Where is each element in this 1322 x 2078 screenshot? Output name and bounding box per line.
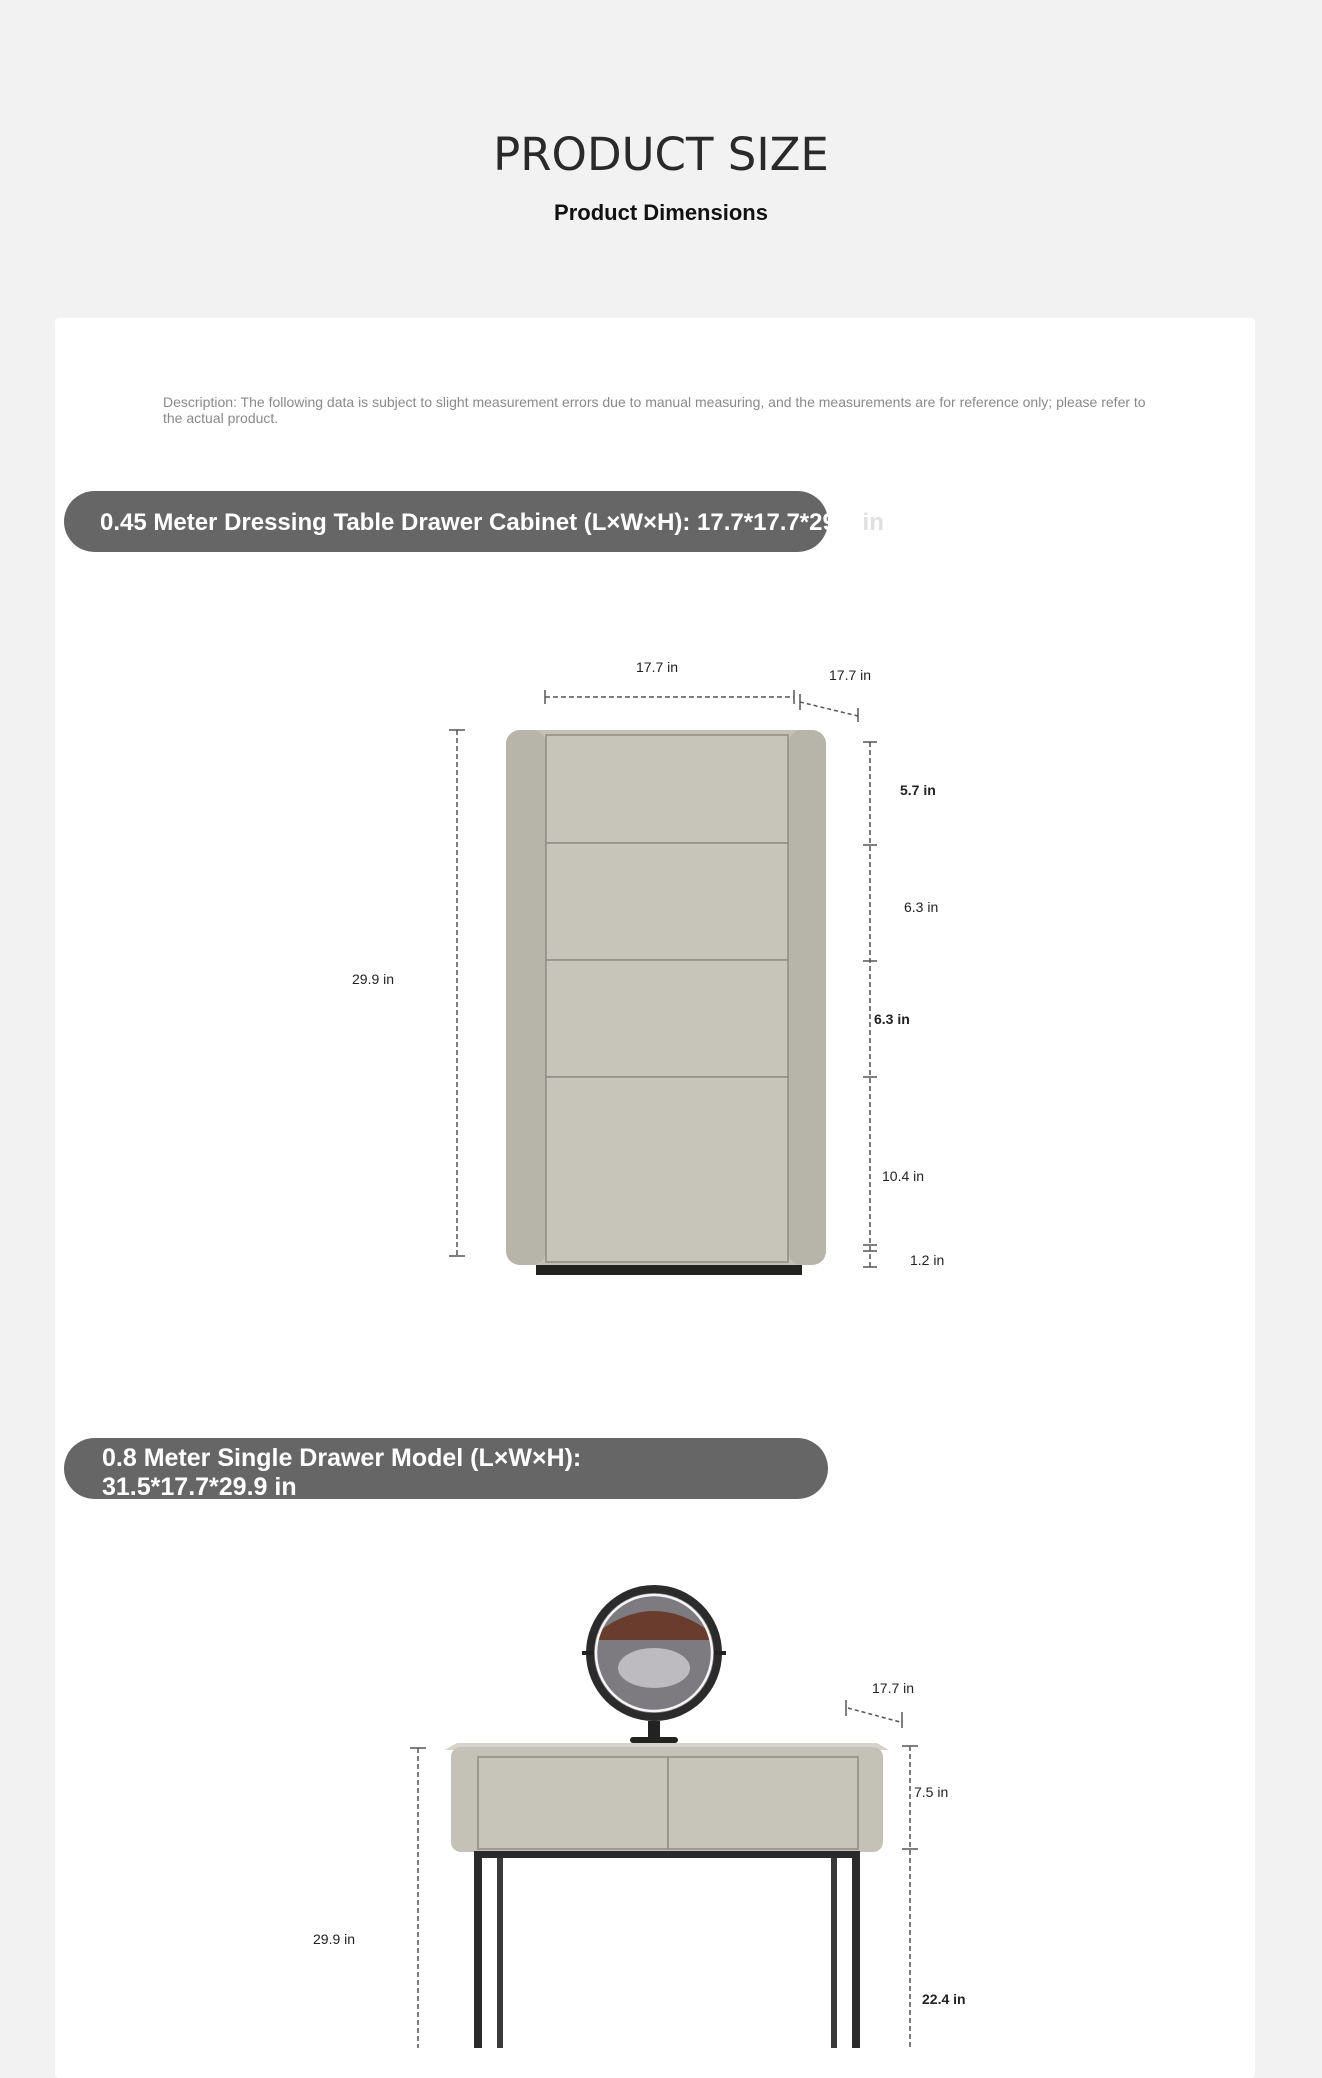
- section-heading-cabinet-unit: in: [855, 509, 884, 536]
- cabinet-base-label: 1.2 in: [910, 1252, 945, 1268]
- mirror-reflection-pillow: [618, 1648, 690, 1688]
- table-apron-frame: [474, 1851, 860, 1858]
- cabinet-drawer-1-label: 5.7 in: [900, 782, 936, 798]
- table-legs-label: 22.4 in: [922, 1991, 966, 2007]
- dressing-table-illustration: [445, 1585, 889, 2048]
- cabinet-width-label: 17.7 in: [829, 667, 872, 683]
- table-drawer-label: 7.5 in: [914, 1784, 949, 1800]
- page-title: PRODUCT SIZE: [493, 128, 829, 181]
- description-text: Description: The following data is subject to slight measurement errors due to manual measuring, and the measurements are for reference only; please refer to the actual product.: [163, 394, 1146, 426]
- cabinet-drawer-2: [546, 843, 788, 960]
- cabinet-drawer-4-label: 10.4 in: [882, 1168, 925, 1184]
- cabinet-drawer-4: [546, 1077, 788, 1262]
- cabinet-drawer-3-label: 6.3 in: [874, 1011, 910, 1027]
- table-width-label: 17.7 in: [872, 1680, 915, 1696]
- cabinet-drawer-3: [546, 960, 788, 1077]
- cabinet-length-label: 17.7 in: [636, 659, 679, 675]
- table-leg-back-right: [831, 1858, 837, 2048]
- cabinet-left-side: [506, 730, 546, 1265]
- table-drawer-right: [668, 1757, 858, 1849]
- cabinet-width-line: [800, 702, 858, 716]
- section-heading-single-drawer-line2: 31.5*17.7*29.9 in: [102, 1473, 297, 1501]
- drawer-cabinet-illustration: [506, 730, 826, 1275]
- table-leg-front-right: [852, 1851, 860, 2048]
- table-leg-back-left: [497, 1858, 503, 2048]
- page-subtitle: Product Dimensions: [554, 200, 768, 225]
- cabinet-height-label: 29.9 in: [352, 971, 395, 987]
- section-heading-cabinet-text: 0.45 Meter Dressing Table Drawer Cabinet (L×W×H): 17.7*17.7*29.9: [100, 509, 856, 536]
- round-mirror: [582, 1585, 726, 1743]
- table-drawer-left: [478, 1757, 668, 1849]
- cabinet-drawer-1: [546, 735, 788, 843]
- mirror-base: [630, 1737, 678, 1743]
- cabinet-drawer-2-label: 6.3 in: [904, 899, 939, 915]
- table-width-line: [848, 1708, 900, 1722]
- table-leg-front-left: [474, 1851, 482, 2048]
- section-heading-single-drawer-line1: 0.8 Meter Single Drawer Model (L×W×H):: [102, 1444, 582, 1472]
- cabinet-right-side: [788, 730, 826, 1265]
- table-height-label: 29.9 in: [313, 1931, 356, 1947]
